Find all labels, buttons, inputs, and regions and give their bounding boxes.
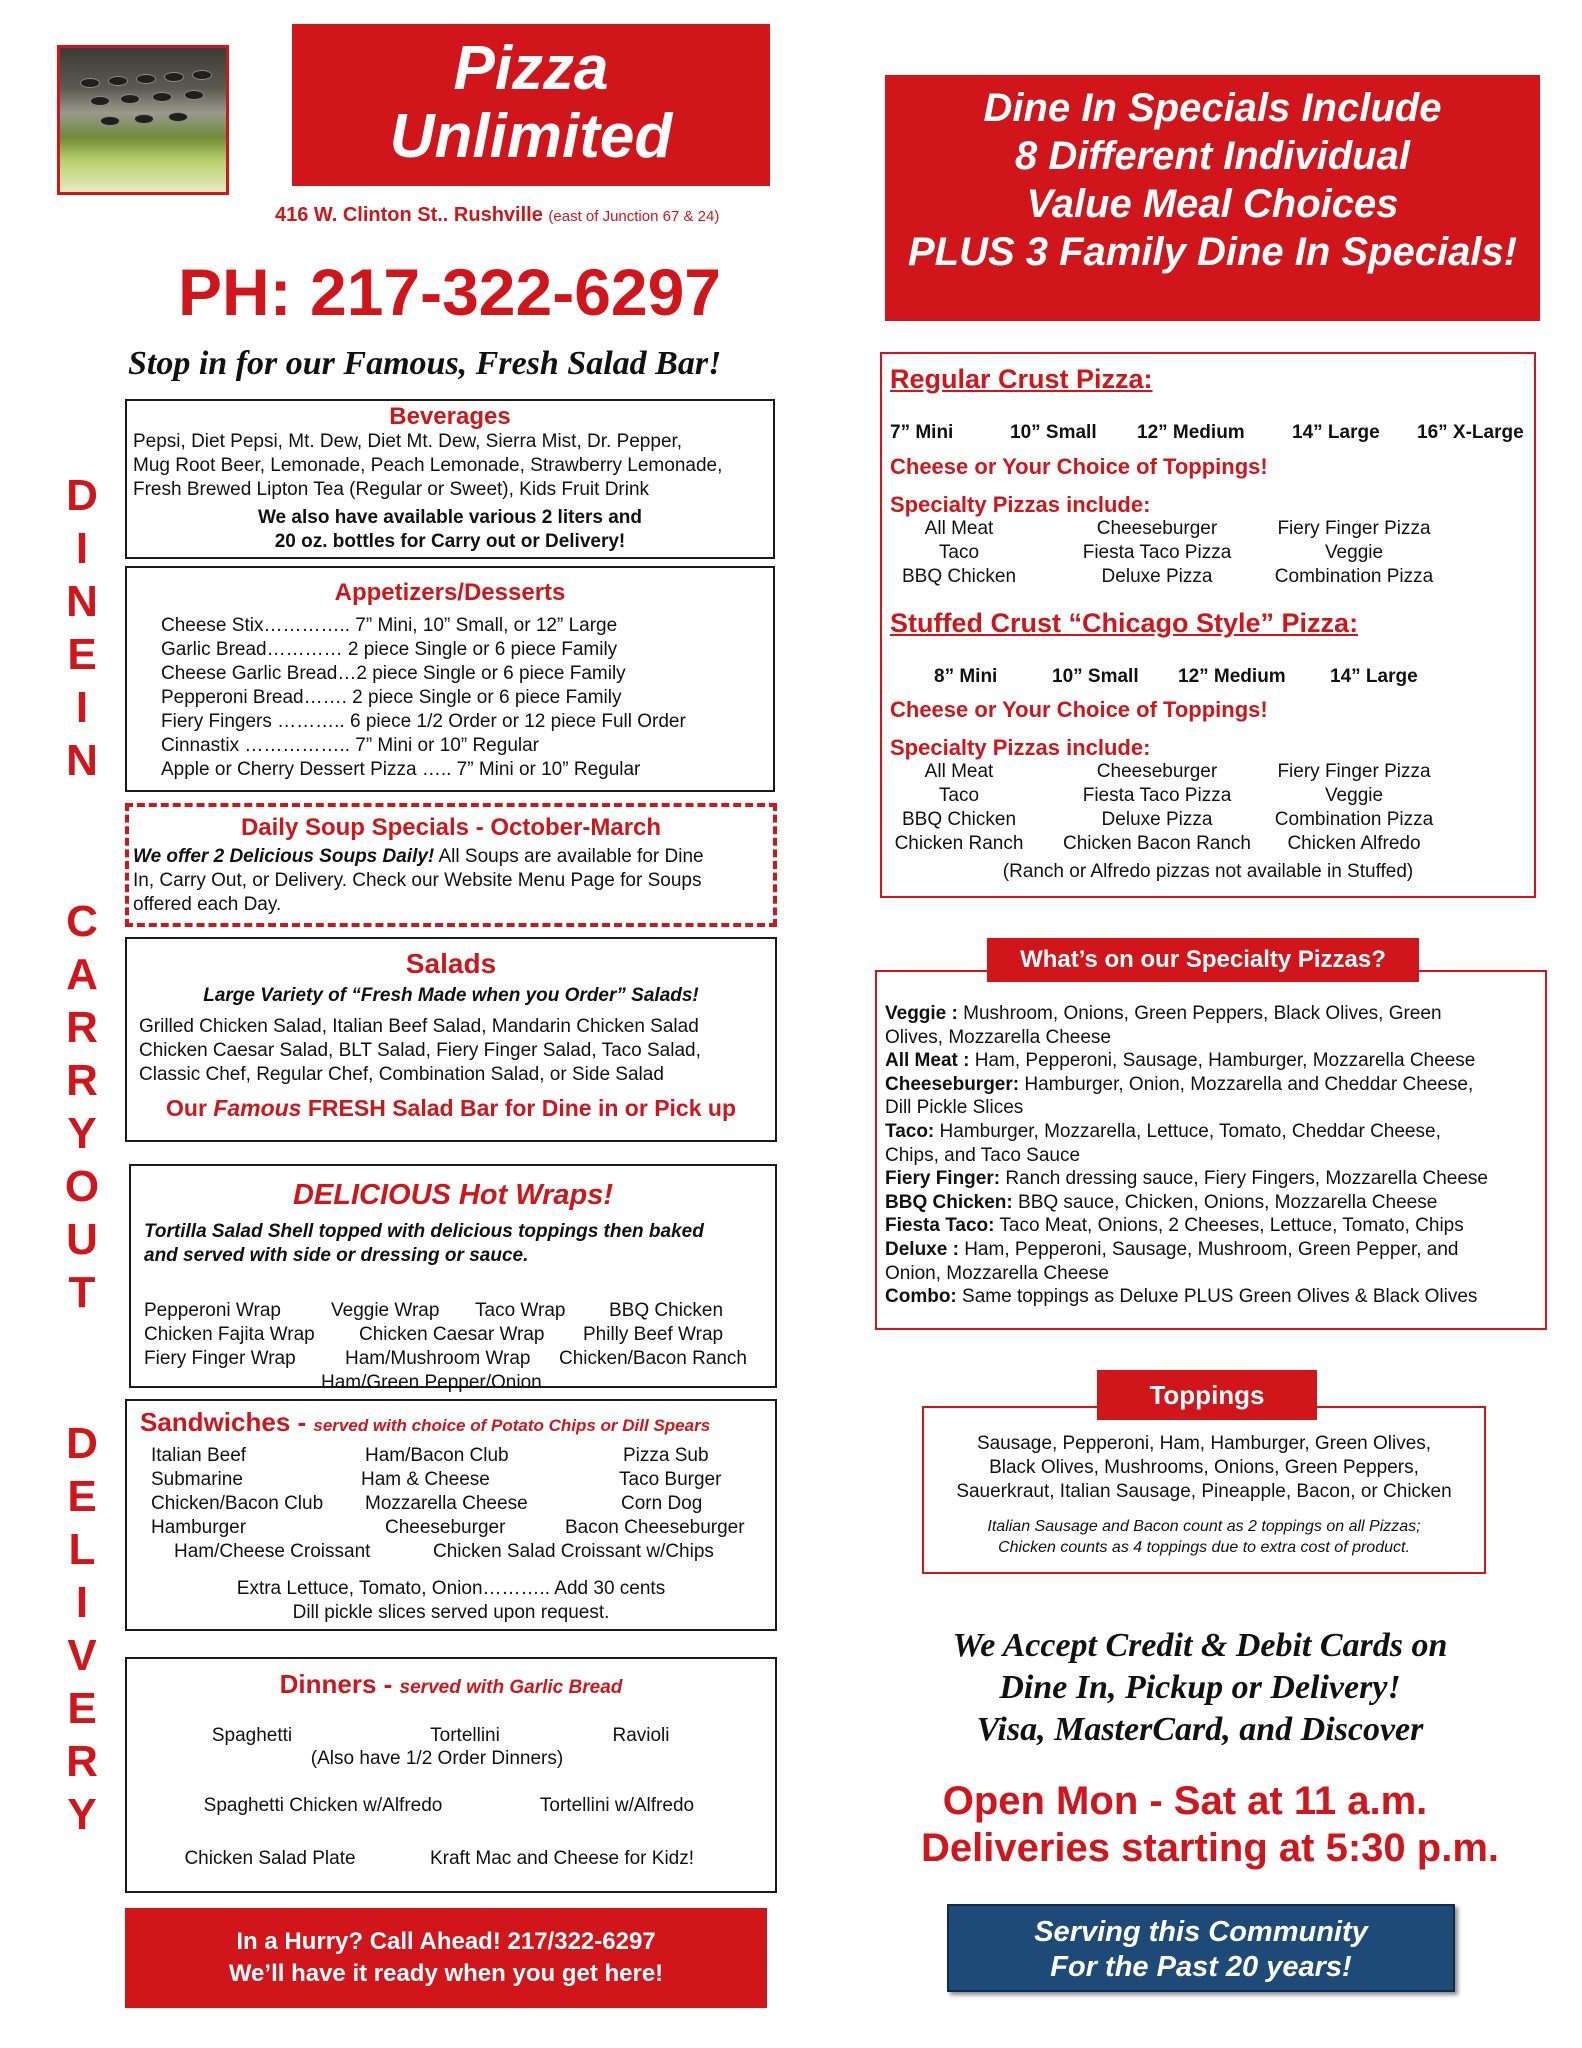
vertical-letter: I	[75, 683, 89, 732]
specialty-definition	[885, 1026, 1545, 1050]
vertical-letter: N	[66, 577, 98, 626]
topping-line: Sausage, Pepperoni, Ham, Hamburger, Green Olives,	[976, 1433, 1432, 1454]
specialty-ingredients: Dill Pickle Slices	[885, 1097, 1024, 1119]
vertical-letter: R	[66, 1003, 98, 1052]
toppings-note	[924, 1516, 1484, 1558]
specialty-name: Taco:	[885, 1120, 935, 1142]
hours-open: Open Mon - Sat at 11 a.m.	[942, 1779, 1428, 1823]
vertical-letter: U	[66, 1215, 98, 1264]
soup-lead: We offer 2 Delicious Soups Daily!	[133, 846, 435, 867]
salad-bar-pre: Our	[166, 1095, 214, 1121]
salads-list	[127, 1015, 775, 1087]
specialty-ingredients: Chips, and Taco Sauce	[885, 1144, 1081, 1166]
appetizers-list	[127, 614, 773, 782]
dinner-item: Tortellini w/Alfredo	[539, 1795, 695, 1816]
regular-size: 16” X-Large	[1417, 422, 1524, 443]
stuffed-specialty: Chicken Alfredo	[1287, 833, 1421, 854]
specialty-definition	[885, 1049, 1545, 1073]
stuffed-size: 14” Large	[1330, 666, 1418, 687]
appetizers-title: Appetizers/Desserts	[334, 579, 566, 606]
wrap-item: Ham/Green Pepper/Onion	[321, 1372, 542, 1393]
stuffed-specialty: All Meat	[924, 761, 994, 782]
vertical-letter: C	[66, 897, 98, 946]
vertical-letter: V	[67, 1631, 97, 1680]
call-ahead-line-1: In a Hurry? Call Ahead! 217/322-6297	[236, 1928, 656, 1955]
wrap-item: Chicken Fajita Wrap	[144, 1324, 315, 1345]
vertical-letter: I	[75, 1578, 89, 1627]
specialty-name: BBQ Chicken:	[885, 1191, 1013, 1213]
salad-line: Grilled Chicken Salad, Italian Beef Salad, Mandarin Chicken Salad	[139, 1016, 699, 1037]
payment-line: We Accept Credit & Debit Cards on	[952, 1627, 1448, 1664]
sandwich-item: Cheeseburger	[385, 1517, 506, 1538]
soup-section	[125, 803, 777, 927]
salad-bar-photo	[57, 45, 229, 195]
wraps-description	[131, 1220, 775, 1268]
beverage-line: Fresh Brewed Lipton Tea (Regular or Sweet), Kids Fruit Drink	[133, 479, 650, 500]
regular-specialty: Combination Pizza	[1274, 566, 1434, 587]
specialty-definition	[885, 1167, 1545, 1191]
beverages-section	[125, 399, 775, 559]
stuffed-pizza-note: (Ranch or Alfredo pizzas not available in Stuffed)	[1002, 861, 1414, 882]
vertical-letter: D	[66, 1419, 98, 1468]
title-line-1: Pizza	[453, 34, 609, 103]
vertical-letter: E	[67, 630, 97, 679]
salads-title: Salads	[405, 948, 497, 979]
vertical-letter: Y	[67, 1790, 97, 1839]
regular-specialty: Fiesta Taco Pizza	[1082, 542, 1232, 563]
vertical-letter: Y	[67, 1109, 97, 1158]
sandwich-item: Pizza Sub	[623, 1445, 709, 1466]
stuffed-specialty: Chicken Bacon Ranch	[1063, 833, 1251, 854]
wrap-item: Chicken Caesar Wrap	[359, 1324, 545, 1345]
specialty-name: Combo:	[885, 1286, 957, 1308]
dine-in-specials-banner	[885, 75, 1540, 321]
stuffed-specialty: Fiery Finger Pizza	[1277, 761, 1431, 782]
regular-specialty: Fiery Finger Pizza	[1277, 518, 1431, 539]
toppings-list	[924, 1432, 1484, 1504]
hours-info	[870, 1778, 1550, 1872]
topping-line: Black Olives, Mushrooms, Onions, Green Peppers,	[989, 1457, 1419, 1478]
dine-in-line: Dine In Specials Include	[983, 86, 1442, 130]
specialty-definition	[885, 1262, 1545, 1286]
stuffed-specialty: Chicken Ranch	[894, 833, 1024, 854]
sandwiches-pickle: Dill pickle slices served upon request.	[292, 1602, 610, 1623]
vertical-letter: A	[66, 950, 98, 999]
vertical-letter: N	[66, 736, 98, 785]
regular-size: 10” Small	[1010, 422, 1097, 443]
payment-line: Visa, MasterCard, and Discover	[976, 1711, 1424, 1748]
specialty-ingredients: Same toppings as Deluxe PLUS Green Olives & Black Olives	[956, 1286, 1478, 1308]
wrap-item: BBQ Chicken	[609, 1300, 724, 1321]
specialty-definition	[885, 1285, 1545, 1309]
toppings-title: Toppings	[1097, 1370, 1317, 1420]
beverages-note-line-2: 20 oz. bottles for Carry out or Delivery!	[274, 531, 626, 552]
sandwiches-heading	[127, 1407, 775, 1438]
regular-pizza-choice: Cheese or Your Choice of Toppings!	[890, 454, 1268, 479]
topping-line: Sauerkraut, Italian Sausage, Pineapple, Bacon, or Chicken	[956, 1481, 1452, 1502]
regular-specialty: Deluxe Pizza	[1101, 566, 1213, 587]
vertical-letter: E	[67, 1472, 97, 1521]
soup-line-1: All Soups are available for Dine	[434, 846, 704, 867]
sandwich-item: Chicken/Bacon Club	[151, 1493, 324, 1514]
hours-delivery: Deliveries starting at 5:30 p.m.	[920, 1826, 1499, 1870]
specialty-definition	[885, 1191, 1545, 1215]
regular-specialty: All Meat	[924, 518, 994, 539]
wrap-item: Fiery Finger Wrap	[144, 1348, 296, 1369]
beverages-note-line-1: We also have available various 2 liters and	[257, 507, 643, 528]
sandwich-item: Submarine	[151, 1469, 243, 1490]
vertical-letter: O	[64, 1162, 100, 1211]
beverages-note	[127, 506, 773, 554]
wraps-section	[129, 1164, 777, 1393]
salad-line: Classic Chef, Regular Chef, Combination Salad, or Side Salad	[139, 1064, 664, 1085]
stuffed-specialty: Combination Pizza	[1274, 809, 1434, 830]
appetizers-section	[125, 566, 775, 792]
appetizer-item: Fiery Fingers ……….. 6 piece 1/2 Order or 12 piece Full Order	[161, 711, 686, 732]
wrap-item: Taco Wrap	[475, 1300, 566, 1321]
soup-line-2: In, Carry Out, or Delivery. Check our Website Menu Page for Soups	[133, 870, 702, 891]
dine-in-specials-lines	[885, 84, 1540, 276]
wrap-item: Pepperoni Wrap	[144, 1300, 281, 1321]
specialty-name: Cheeseburger:	[885, 1073, 1020, 1095]
stuffed-pizza-title: Stuffed Crust “Chicago Style” Pizza:	[890, 608, 1359, 638]
specialty-ingredients: Olives, Mozzarella Cheese	[885, 1026, 1111, 1048]
appetizer-item: Cheese Stix………….. 7” Mini, 10” Small, or 12” Large	[161, 615, 618, 636]
vertical-letter: I	[75, 524, 89, 573]
specialty-ingredients: Taco Meat, Onions, 2 Cheeses, Lettuce, Tomato, Chips	[994, 1215, 1464, 1237]
specialty-name: Fiery Finger:	[885, 1168, 1001, 1190]
specialty-definition	[885, 1120, 1545, 1144]
sandwich-item: Ham/Bacon Club	[365, 1445, 509, 1466]
beverages-title: Beverages	[389, 403, 511, 430]
appetizer-item: Pepperoni Bread……. 2 piece Single or 6 piece Family	[161, 687, 622, 708]
salad-bar-post: FRESH Salad Bar for Dine in or Pick up	[301, 1095, 736, 1121]
soup-description	[129, 845, 773, 917]
toppings-section	[922, 1406, 1486, 1574]
salad-bar-famous: Famous	[213, 1095, 302, 1121]
stuffed-size: 10” Small	[1052, 666, 1139, 687]
payment-line: Dine In, Pickup or Delivery!	[999, 1669, 1401, 1706]
specialty-name: All Meat :	[885, 1050, 970, 1072]
specialty-ingredients: Hamburger, Onion, Mozzarella and Cheddar Cheese,	[1019, 1073, 1474, 1095]
stuffed-specialty: Fiesta Taco Pizza	[1082, 785, 1232, 806]
dinner-item: Ravioli	[612, 1725, 670, 1746]
address-main: 416 W. Clinton St.. Rushville	[275, 204, 549, 226]
restaurant-title	[292, 24, 770, 186]
sandwiches-subtitle: served with choice of Potato Chips or Dill Spears	[313, 1416, 711, 1435]
specialty-definition	[885, 1238, 1545, 1262]
wrap-item: Veggie Wrap	[331, 1300, 440, 1321]
stuffed-specialty: Cheeseburger	[1096, 761, 1218, 782]
regular-specialty: Cheeseburger	[1096, 518, 1218, 539]
regular-specialty: Taco	[938, 542, 980, 563]
toppings-note-2: Chicken counts as 4 toppings due to extra cost of product.	[998, 1539, 1410, 1556]
salads-section	[125, 937, 777, 1142]
specialty-ingredients: Ham, Pepperoni, Sausage, Hamburger, Mozzarella Cheese	[969, 1050, 1476, 1072]
dinner-item: Tortellini	[430, 1725, 500, 1746]
community-line-1: Serving this Community	[1034, 1916, 1368, 1948]
specialty-ingredients: Ham, Pepperoni, Sausage, Mushroom, Green Pepper, and	[958, 1238, 1459, 1260]
address	[275, 204, 719, 227]
specialty-definition	[885, 1144, 1545, 1168]
appetizer-item: Apple or Cherry Dessert Pizza ….. 7” Mini or 10” Regular	[161, 759, 641, 780]
sandwiches-extra: Extra Lettuce, Tomato, Onion……….. Add 30 cents	[236, 1578, 666, 1599]
dinners-subtitle: served with Garlic Bread	[399, 1677, 623, 1698]
stuffed-pizza-choice: Cheese or Your Choice of Toppings!	[890, 697, 1268, 722]
wrap-item: Philly Beef Wrap	[583, 1324, 724, 1345]
sandwich-item: Ham/Cheese Croissant	[174, 1541, 371, 1562]
salad-bar-tagline: Stop in for our Famous, Fresh Salad Bar!	[128, 345, 722, 382]
toppings-note-1: Italian Sausage and Bacon count as 2 toppings on all Pizzas;	[987, 1518, 1421, 1535]
regular-size: 14” Large	[1292, 422, 1380, 443]
wraps-desc-line-1: Tortilla Salad Shell topped with delicious toppings then baked	[144, 1221, 704, 1242]
salads-subtitle: Large Variety of “Fresh Made when you Order” Salads!	[203, 985, 699, 1006]
dinner-item: Spaghetti	[211, 1725, 293, 1746]
sandwich-item: Italian Beef	[151, 1445, 247, 1466]
stuffed-size: 12” Medium	[1178, 666, 1286, 687]
vertical-letter: R	[66, 1737, 98, 1786]
stuffed-specialty: Taco	[938, 785, 980, 806]
vertical-letter: R	[66, 1056, 98, 1105]
dinners-title: Dinners -	[279, 1669, 400, 1699]
specialty-ingredients: Ranch dressing sauce, Fiery Fingers, Mozzarella Cheese	[1000, 1168, 1488, 1190]
sandwich-item: Mozzarella Cheese	[365, 1493, 528, 1514]
specialty-definition	[885, 1073, 1545, 1097]
dinners-section	[125, 1657, 777, 1893]
specialty-definitions-section	[875, 970, 1547, 1330]
specialty-ingredients: Onion, Mozzarella Cheese	[885, 1262, 1109, 1284]
regular-size: 7” Mini	[890, 422, 954, 443]
dinner-item: Chicken Salad Plate	[184, 1848, 356, 1869]
pizza-section	[880, 352, 1536, 898]
dinners-heading	[127, 1669, 775, 1700]
appetizer-item: Garlic Bread………… 2 piece Single or 6 piece Family	[161, 639, 618, 660]
soup-title: Daily Soup Specials - October-March	[240, 814, 662, 841]
stuffed-specialty-label: Specialty Pizzas include:	[890, 735, 1151, 760]
pizza-content	[882, 354, 1534, 896]
specialty-definitions-title: What’s on our Specialty Pizzas?	[987, 938, 1419, 982]
vertical-letter: T	[68, 1268, 96, 1317]
sandwich-item: Taco Burger	[619, 1469, 722, 1490]
sandwich-item: Ham & Cheese	[361, 1469, 490, 1490]
dinner-item: Spaghetti Chicken w/Alfredo	[203, 1795, 443, 1816]
beverages-list	[127, 430, 773, 502]
specialty-definitions-list	[877, 1002, 1545, 1309]
vertical-letter: D	[66, 471, 98, 520]
specialty-name: Deluxe :	[885, 1238, 959, 1260]
beverage-line: Pepsi, Diet Pepsi, Mt. Dew, Diet Mt. Dew, Sierra Mist, Dr. Pepper,	[133, 431, 683, 452]
sandwich-item: Bacon Cheeseburger	[565, 1517, 745, 1538]
community-banner	[947, 1904, 1455, 1992]
specialty-definition	[885, 1214, 1545, 1238]
payment-info	[885, 1625, 1515, 1751]
community-line-2: For the Past 20 years!	[1050, 1951, 1352, 1983]
salad-line: Chicken Caesar Salad, BLT Salad, Fiery Finger Salad, Taco Salad,	[139, 1040, 701, 1061]
regular-specialty: Veggie	[1324, 542, 1384, 563]
phone-number: PH: 217-322-6297	[178, 255, 722, 329]
soup-line-3: offered each Day.	[133, 894, 282, 915]
sandwiches-notes	[127, 1577, 775, 1625]
appetizer-item: Cheese Garlic Bread…2 piece Single or 6 piece Family	[161, 663, 626, 684]
regular-size: 12” Medium	[1137, 422, 1245, 443]
sandwich-item: Hamburger	[151, 1517, 247, 1538]
wraps-desc-line-2: and served with side or dressing or sauce.	[144, 1245, 529, 1266]
stuffed-specialty: BBQ Chicken	[901, 809, 1017, 830]
specialty-definition	[885, 1096, 1545, 1120]
specialty-ingredients: Mushroom, Onions, Green Peppers, Black Olives, Green	[957, 1003, 1442, 1024]
wrap-item: Ham/Mushroom Wrap	[345, 1348, 531, 1369]
specialty-name: Veggie :	[885, 1003, 958, 1024]
regular-specialty-label: Specialty Pizzas include:	[890, 492, 1151, 517]
dinner-item: Kraft Mac and Cheese for Kidz!	[429, 1848, 695, 1869]
dine-in-line: 8 Different Individual	[1015, 134, 1410, 178]
call-ahead-banner	[125, 1908, 767, 2008]
beverage-line: Mug Root Beer, Lemonade, Peach Lemonade, Strawberry Lemonade,	[133, 455, 723, 476]
vertical-letter: E	[67, 1684, 97, 1733]
address-note: (east of Junction 67 & 24)	[548, 208, 720, 225]
sandwiches-section	[125, 1399, 777, 1631]
sandwich-item: Corn Dog	[621, 1493, 703, 1514]
specialty-ingredients: BBQ sauce, Chicken, Onions, Mozzarella Cheese	[1012, 1191, 1438, 1213]
sandwich-item: Chicken Salad Croissant w/Chips	[433, 1541, 714, 1562]
stuffed-specialty: Veggie	[1324, 785, 1384, 806]
regular-pizza-title: Regular Crust Pizza:	[890, 364, 1153, 394]
dine-in-line: PLUS 3 Family Dine In Specials!	[907, 230, 1518, 274]
appetizer-item: Cinnastix …………….. 7” Mini or 10” Regular	[161, 735, 539, 756]
vertical-letter: L	[68, 1525, 96, 1574]
specialty-definition	[885, 1002, 1545, 1026]
regular-specialty: BBQ Chicken	[901, 566, 1017, 587]
stuffed-specialty: Deluxe Pizza	[1101, 809, 1213, 830]
wrap-item: Chicken/Bacon Ranch	[559, 1348, 747, 1369]
sandwiches-title: Sandwiches -	[140, 1407, 314, 1437]
dine-in-line: Value Meal Choices	[1026, 182, 1399, 226]
specialty-ingredients: Hamburger, Mozzarella, Lettuce, Tomato, Cheddar Cheese,	[934, 1120, 1441, 1142]
call-ahead-line-2: We’ll have it ready when you get here!	[228, 1960, 664, 1987]
salad-bar-note	[127, 1095, 775, 1122]
stuffed-size: 8” Mini	[934, 666, 998, 687]
dinner-item: (Also have 1/2 Order Dinners)	[310, 1748, 564, 1769]
wraps-title: DELICIOUS Hot Wraps!	[292, 1179, 614, 1211]
specialty-name: Fiesta Taco:	[885, 1215, 995, 1237]
title-line-2: Unlimited	[389, 102, 673, 171]
